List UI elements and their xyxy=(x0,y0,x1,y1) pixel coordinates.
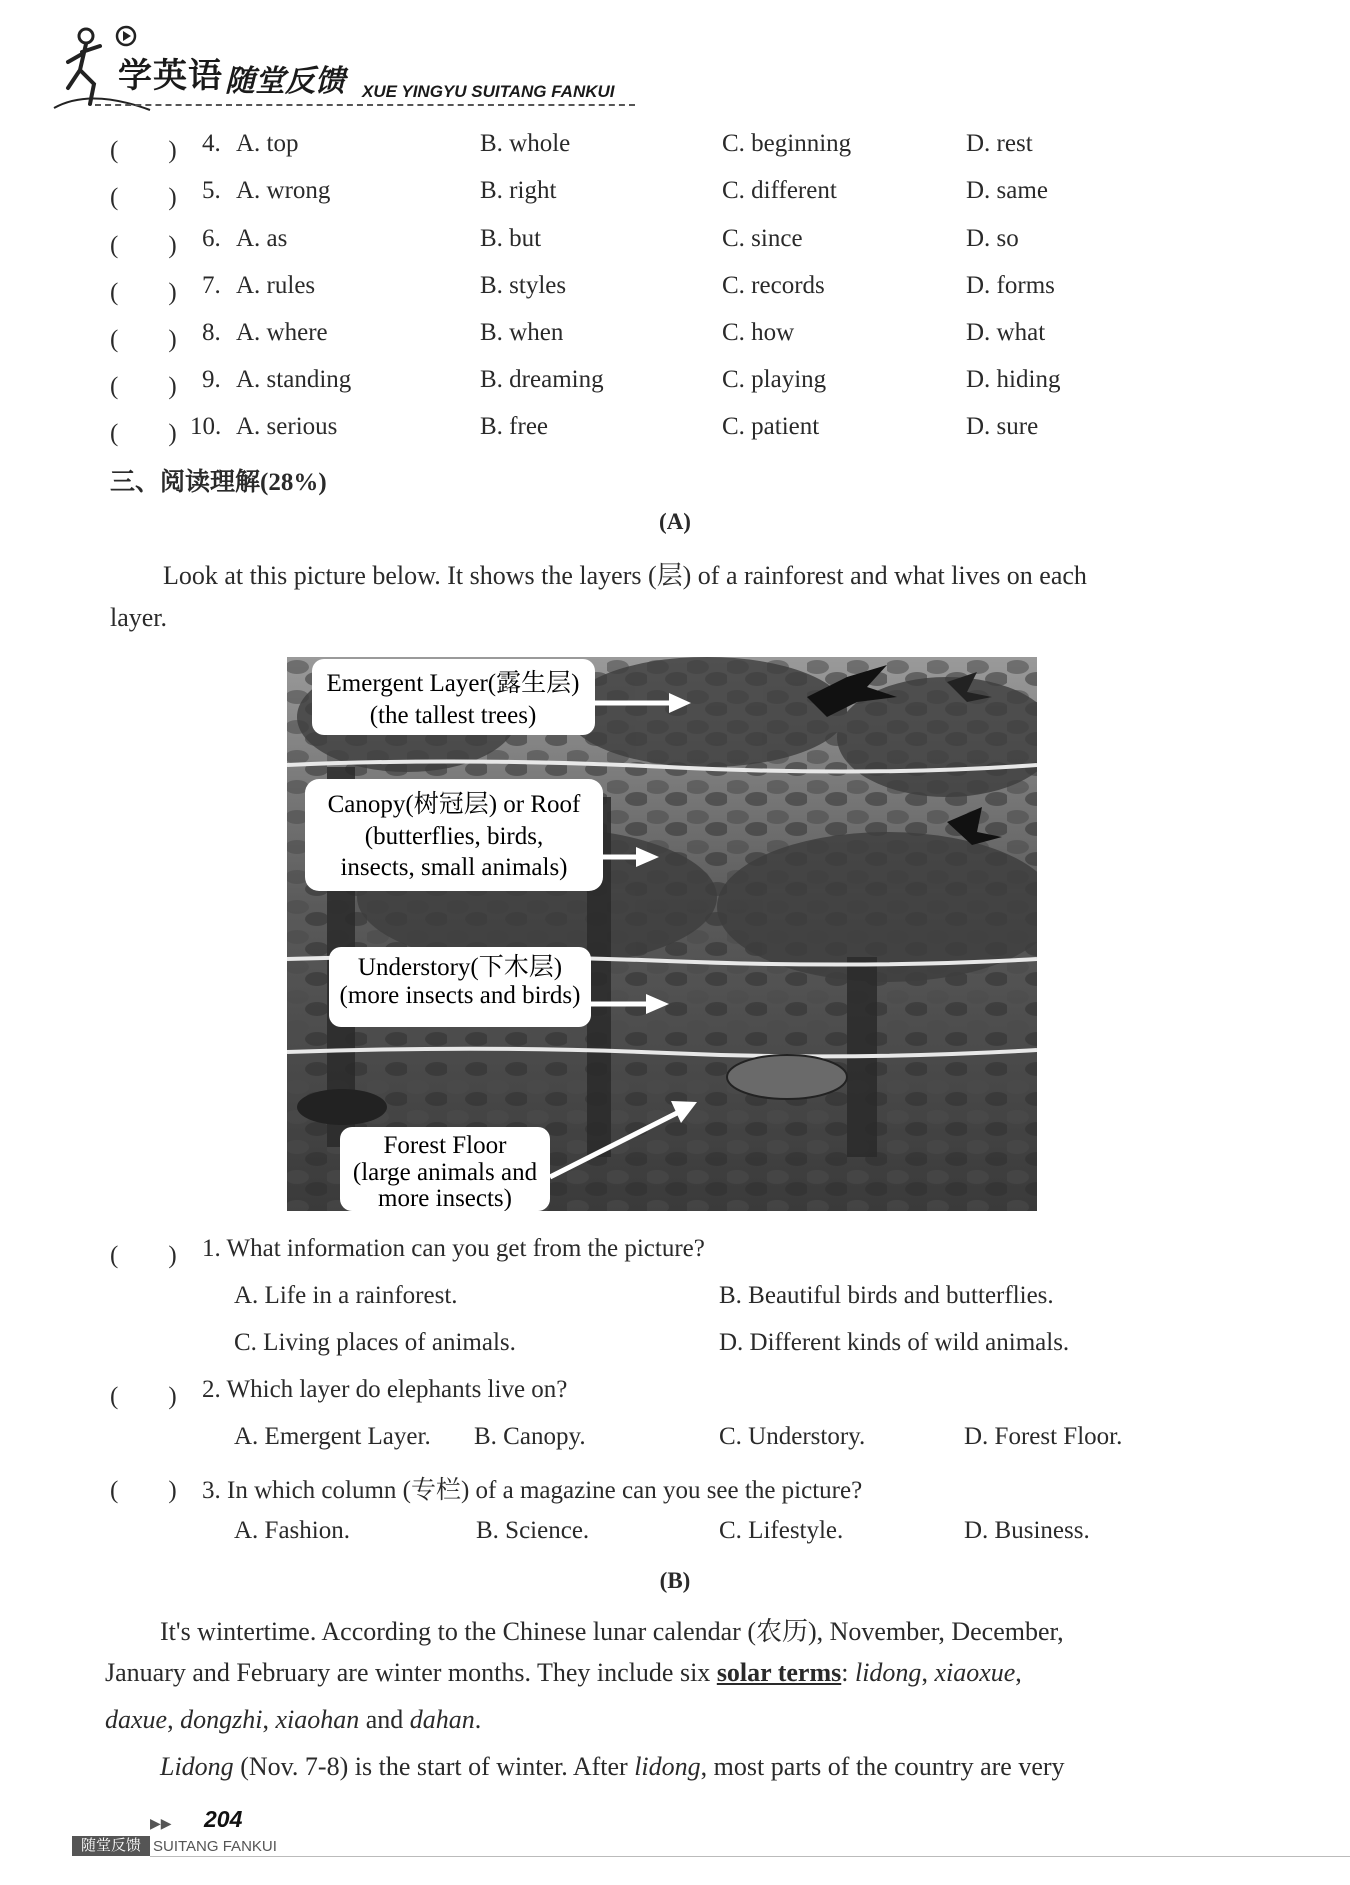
floor-label-line: more insects) xyxy=(378,1185,512,1211)
paragraph-line xyxy=(160,1752,1065,1782)
option-a: A. standing xyxy=(236,366,352,393)
page-number: 204 xyxy=(204,1806,243,1832)
term-xiaoxue: xiaoxue xyxy=(934,1658,1016,1687)
paragraph-line: January and February are winter months. They include six solar terms: lidong, xiaoxue, xyxy=(105,1658,1022,1687)
option-c: C. Living places of animals. xyxy=(234,1329,516,1356)
option-a: A. as xyxy=(236,225,288,252)
term-dahan: dahan xyxy=(409,1705,475,1734)
footer-label: 随堂反馈 xyxy=(72,1836,150,1856)
text-run: and xyxy=(365,1705,404,1734)
question-stem: 3. In which column (专栏) of a magazine can you see the picture? xyxy=(202,1477,863,1504)
footer-pinyin: SUITANG FANKUI xyxy=(153,1838,277,1855)
part-b-heading: (B) xyxy=(659,1568,691,1593)
question-stem: 2. Which layer do elephants live on? xyxy=(202,1376,568,1403)
question-number: 9. xyxy=(202,366,221,393)
option-a: A. Fashion. xyxy=(234,1517,350,1544)
option-row xyxy=(110,413,1170,453)
option-d: D. Forest Floor. xyxy=(964,1423,1123,1450)
option-row xyxy=(110,319,1170,359)
option-b: B. right xyxy=(480,177,557,204)
option-b: B. Canopy. xyxy=(474,1423,586,1450)
option-a: A. top xyxy=(236,130,299,157)
rainforest-layers-figure xyxy=(287,657,1037,1211)
option-d: D. so xyxy=(966,225,1019,252)
term-daxue: daxue xyxy=(105,1705,168,1734)
option-row xyxy=(110,177,1170,217)
option-c: C. since xyxy=(722,225,803,252)
canopy-label-line: Canopy(树冠层) or Roof xyxy=(327,791,581,818)
option-d: D. same xyxy=(966,177,1048,204)
option-b: B. free xyxy=(480,413,549,440)
paragraph-line: daxue, dongzhi, xiaohan and dahan. xyxy=(105,1705,482,1734)
question-item xyxy=(110,1376,1010,1412)
answer-blank[interactable]: ( ) xyxy=(110,326,177,353)
answer-blank[interactable]: ( ) xyxy=(110,1477,177,1504)
option-c: C. how xyxy=(722,319,795,346)
term-dongzhi: dongzhi xyxy=(180,1705,263,1734)
emergent-label-line: Emergent Layer(露生层) xyxy=(326,670,580,697)
option-a: A. wrong xyxy=(236,177,331,204)
answer-blank[interactable]: ( ) xyxy=(110,1383,177,1410)
intro-line-2: layer. xyxy=(110,603,168,632)
answer-blank[interactable]: ( ) xyxy=(110,1242,177,1269)
option-b: B. whole xyxy=(480,130,571,157)
option-d: D. Business. xyxy=(964,1517,1090,1544)
answer-blank[interactable]: ( ) xyxy=(110,137,177,164)
jaguar-icon xyxy=(727,1055,847,1099)
header-divider xyxy=(95,104,635,106)
question-item xyxy=(110,1470,1110,1506)
question-number: 10. xyxy=(190,413,222,440)
option-b: B. styles xyxy=(480,272,567,299)
option-c: C. patient xyxy=(722,413,820,440)
option-d: D. rest xyxy=(966,130,1033,157)
option-c: C. Understory. xyxy=(719,1423,866,1450)
option-row xyxy=(110,366,1170,406)
option-c: C. Lifestyle. xyxy=(719,1517,844,1544)
text-run: , most parts of the country are very xyxy=(700,1752,1065,1781)
section-heading: 三、阅读理解(28%) xyxy=(110,469,327,496)
answer-blank[interactable]: ( ) xyxy=(110,232,177,259)
term-lidong: lidong xyxy=(854,1658,922,1687)
option-c: C. different xyxy=(722,177,837,204)
option-c: C. beginning xyxy=(722,130,852,157)
term-xiaohan: xiaohan xyxy=(275,1705,360,1734)
question-stem: 1. What information can you get from the picture? xyxy=(202,1235,705,1262)
question-number: 4. xyxy=(202,130,221,157)
understory-label-line: (more insects and birds) xyxy=(339,982,581,1009)
option-row xyxy=(110,225,1170,265)
footer-divider xyxy=(150,1856,1350,1857)
option-a: A. Emergent Layer. xyxy=(234,1423,431,1450)
term-lidong: Lidong xyxy=(160,1752,234,1781)
term-lidong: lidong xyxy=(634,1752,701,1781)
canopy-label-line: insects, small animals) xyxy=(340,854,568,881)
header-title: 学英语 xyxy=(118,57,223,95)
header-subtitle: 随堂反馈 xyxy=(225,65,345,98)
option-d: D. hiding xyxy=(966,366,1061,393)
option-d: D. Different kinds of wild animals. xyxy=(719,1329,1070,1356)
option-row xyxy=(110,272,1170,312)
question-number: 8. xyxy=(202,319,221,346)
question-number: 6. xyxy=(202,225,221,252)
double-arrow-icon: ▶▶ xyxy=(150,1815,172,1831)
answer-blank[interactable]: ( ) xyxy=(110,279,177,306)
canopy-label-line: (butterflies, birds, xyxy=(364,823,544,850)
answer-blank[interactable]: ( ) xyxy=(110,184,177,211)
floor-label-line: (large animals and xyxy=(352,1159,538,1186)
understory-label-line: Understory(下木层) xyxy=(357,954,563,981)
option-a: A. where xyxy=(236,319,328,346)
option-row xyxy=(110,130,1170,170)
intro-line-1: Look at this picture below. It shows the layers (层) of a rainforest and what lives on each xyxy=(163,561,1087,590)
solar-terms-keyword: solar terms xyxy=(716,1658,842,1687)
option-a: A. serious xyxy=(236,413,338,440)
text-run: January and February are winter months. They include six xyxy=(105,1658,711,1687)
option-d: D. sure xyxy=(966,413,1039,440)
option-d: D. forms xyxy=(966,272,1055,299)
question-item xyxy=(110,1235,1010,1271)
text-run: : xyxy=(841,1658,849,1687)
question-number: 7. xyxy=(202,272,221,299)
option-b: B. Beautiful birds and butterflies. xyxy=(719,1282,1054,1309)
option-b: B. but xyxy=(480,225,542,252)
floor-label-line: Forest Floor xyxy=(383,1132,507,1159)
option-a: A. Life in a rainforest. xyxy=(234,1282,458,1309)
question-number: 5. xyxy=(202,177,221,204)
text-run: (Nov. 7-8) is the start of winter. After xyxy=(240,1752,628,1781)
paragraph-line: It's wintertime. According to the Chinese lunar calendar (农历), November, December, xyxy=(160,1617,1064,1646)
emergent-label-line: (the tallest trees) xyxy=(369,702,537,729)
option-b: B. Science. xyxy=(476,1517,590,1544)
header-pinyin: XUE YINGYU SUITANG FANKUI xyxy=(362,82,615,101)
part-a-heading: (A) xyxy=(659,509,691,534)
anteater-icon xyxy=(297,1089,387,1125)
answer-blank[interactable]: ( ) xyxy=(110,420,177,447)
answer-blank[interactable]: ( ) xyxy=(110,373,177,400)
option-b: B. when xyxy=(480,319,564,346)
option-d: D. what xyxy=(966,319,1046,346)
option-a: A. rules xyxy=(236,272,316,299)
option-c: C. playing xyxy=(722,366,827,393)
option-c: C. records xyxy=(722,272,825,299)
option-b: B. dreaming xyxy=(480,366,604,393)
